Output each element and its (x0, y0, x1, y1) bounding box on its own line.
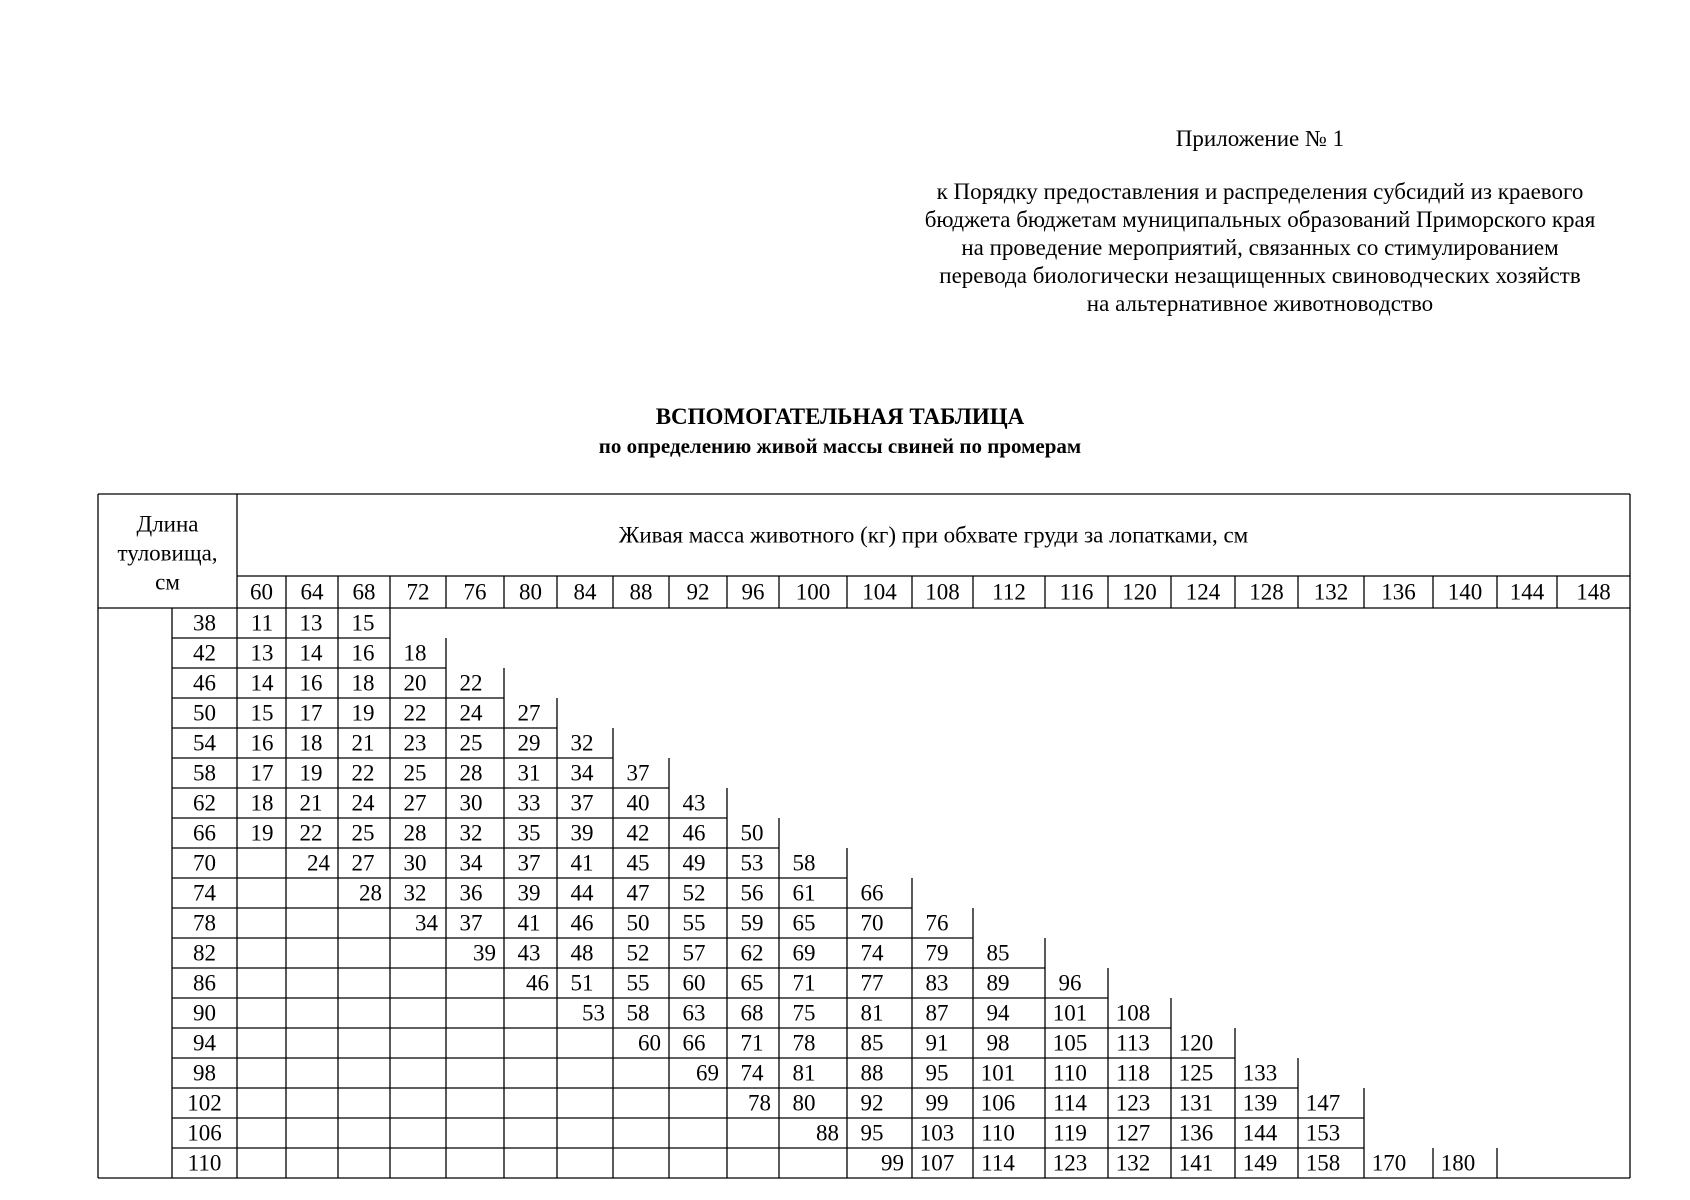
row-header-label: см (155, 569, 180, 595)
appendix-subtitle-line: бюджета бюджетам муниципальных образований Приморского края (924, 207, 1596, 232)
weight-value: 37 (517, 850, 541, 876)
weight-value: 32 (570, 730, 594, 756)
weight-value: 96 (1058, 970, 1082, 996)
weight-value: 19 (299, 760, 323, 786)
weight-value: 28 (459, 760, 483, 786)
weight-value: 37 (626, 760, 650, 786)
weight-value: 32 (403, 880, 427, 906)
weight-value: 105 (1052, 1030, 1088, 1056)
weight-value: 101 (980, 1060, 1016, 1086)
weight-value: 125 (1178, 1060, 1214, 1086)
column-header-girth: 64 (300, 579, 324, 605)
weight-value: 62 (740, 940, 764, 966)
weight-value: 17 (250, 760, 274, 786)
weight-value: 52 (626, 940, 650, 966)
weight-value: 99 (925, 1090, 949, 1116)
row-header-label: Длина (136, 511, 199, 537)
column-header-girth: 136 (1381, 579, 1416, 605)
weight-value: 108 (1115, 1000, 1151, 1026)
weight-value: 58 (626, 1000, 650, 1026)
weight-value: 46 (526, 970, 549, 996)
weight-value: 53 (740, 850, 764, 876)
weight-value: 41 (570, 850, 594, 876)
weight-value: 48 (570, 940, 594, 966)
weight-value: 47 (626, 880, 650, 906)
weight-value: 123 (1052, 1150, 1088, 1176)
body-length-value: 98 (193, 1060, 216, 1086)
weight-value: 78 (792, 1030, 816, 1056)
weight-value: 24 (307, 850, 330, 876)
column-header-girth: 112 (992, 579, 1026, 605)
weight-value: 131 (1178, 1090, 1214, 1116)
weight-value: 114 (981, 1150, 1015, 1176)
weight-value: 16 (299, 670, 323, 696)
weight-value: 45 (626, 850, 650, 876)
weight-value: 71 (740, 1030, 764, 1056)
column-header-girth: 116 (1059, 579, 1094, 605)
weight-value: 34 (459, 850, 483, 876)
weight-value: 50 (626, 910, 650, 936)
weight-value: 66 (860, 880, 884, 906)
body-length-value: 82 (193, 940, 216, 966)
weight-value: 87 (925, 1000, 949, 1026)
weight-value: 63 (682, 1000, 706, 1026)
weight-value: 21 (351, 730, 375, 756)
weight-value: 60 (682, 970, 706, 996)
column-header-girth: 140 (1447, 579, 1483, 605)
weight-value: 65 (740, 970, 764, 996)
weight-value: 123 (1115, 1090, 1151, 1116)
weight-value: 31 (517, 760, 541, 786)
weight-value: 114 (1053, 1090, 1087, 1116)
weight-value: 56 (740, 880, 764, 906)
weight-value: 74 (740, 1060, 764, 1086)
weight-value: 32 (459, 820, 483, 846)
weight-value: 24 (351, 790, 375, 816)
weight-value: 92 (860, 1090, 884, 1116)
body-length-value: 106 (187, 1120, 222, 1146)
weight-value: 36 (459, 880, 483, 906)
weight-value: 81 (860, 1000, 884, 1026)
body-length-value: 50 (193, 700, 216, 726)
weight-value: 94 (986, 1000, 1010, 1026)
column-header-girth: 60 (250, 579, 273, 605)
column-header-girth: 88 (629, 579, 653, 605)
weight-value: 34 (415, 910, 438, 936)
appendix-subtitle-line: на альтернативное животноводство (1086, 291, 1434, 316)
weight-value: 80 (792, 1090, 816, 1116)
column-header-girth: 120 (1122, 579, 1157, 605)
weight-value: 149 (1242, 1150, 1278, 1176)
weight-value: 103 (919, 1120, 955, 1146)
weight-value: 16 (250, 730, 274, 756)
weight-value: 89 (986, 970, 1010, 996)
appendix-title: Приложение № 1 (1175, 126, 1345, 151)
weight-value: 133 (1242, 1060, 1278, 1086)
weight-value: 99 (881, 1150, 904, 1176)
body-length-value: 54 (193, 730, 216, 756)
weight-value: 107 (919, 1150, 955, 1176)
column-header-girth: 68 (352, 579, 376, 605)
weight-value: 81 (792, 1060, 816, 1086)
weight-value: 59 (740, 910, 764, 936)
weight-value: 95 (925, 1060, 949, 1086)
weight-value: 78 (748, 1090, 771, 1116)
weight-value: 132 (1115, 1150, 1151, 1176)
body-length-value: 90 (193, 1000, 216, 1026)
weight-value: 25 (459, 730, 483, 756)
weight-value: 27 (403, 790, 427, 816)
weight-value: 61 (792, 880, 816, 906)
weight-value: 46 (682, 820, 706, 846)
weight-value: 58 (792, 850, 816, 876)
weight-value: 68 (740, 1000, 764, 1026)
body-length-value: 42 (193, 640, 216, 666)
weight-value: 60 (638, 1030, 661, 1056)
weight-value: 71 (792, 970, 816, 996)
weight-value: 53 (582, 1000, 605, 1026)
weight-value: 119 (1053, 1120, 1087, 1146)
weight-value: 15 (351, 610, 375, 636)
weight-value: 17 (299, 700, 323, 726)
weight-value: 14 (299, 640, 323, 666)
weight-value: 42 (626, 820, 650, 846)
weight-value: 13 (250, 640, 274, 666)
weight-value: 77 (860, 970, 884, 996)
weight-value: 39 (517, 880, 541, 906)
body-length-value: 46 (193, 670, 216, 696)
body-length-value: 58 (193, 760, 216, 786)
appendix-subtitle-line: к Порядку предоставления и распределения субсидий из краевого (936, 179, 1584, 204)
weight-value: 70 (860, 910, 884, 936)
weight-value: 22 (403, 700, 427, 726)
weight-value: 18 (351, 670, 375, 696)
weight-value: 18 (299, 730, 323, 756)
weight-value: 44 (570, 880, 594, 906)
body-length-value: 66 (193, 820, 216, 846)
weight-value: 91 (925, 1030, 949, 1056)
weight-value: 34 (570, 760, 594, 786)
weight-value: 50 (740, 820, 764, 846)
weight-value: 57 (682, 940, 706, 966)
weight-value: 65 (792, 910, 816, 936)
column-header-girth: 84 (573, 579, 597, 605)
body-length-value: 62 (193, 790, 216, 816)
weight-value: 69 (696, 1060, 719, 1086)
body-length-value: 70 (193, 850, 216, 876)
weight-value: 76 (925, 910, 949, 936)
column-header-girth: 104 (862, 579, 897, 605)
table-title: ВСПОМОГАТЕЛЬНАЯ ТАБЛИЦА (655, 404, 1025, 429)
weight-value: 35 (517, 820, 541, 846)
weight-value: 11 (250, 610, 274, 636)
weight-value: 14 (250, 670, 274, 696)
weight-value: 33 (517, 790, 541, 816)
column-header-girth: 100 (795, 579, 831, 605)
weight-value: 18 (250, 790, 274, 816)
weight-value: 13 (299, 610, 323, 636)
column-header-girth: 72 (406, 579, 430, 605)
weight-value: 15 (250, 700, 274, 726)
column-header-girth: 92 (686, 579, 710, 605)
row-header-label: туловища, (117, 540, 218, 566)
weight-value: 30 (459, 790, 483, 816)
weight-value: 49 (682, 850, 706, 876)
body-length-value: 94 (193, 1030, 216, 1056)
weight-value: 27 (351, 850, 375, 876)
body-length-value: 86 (193, 970, 216, 996)
weight-value: 43 (682, 790, 706, 816)
weight-value: 16 (351, 640, 375, 666)
weight-value: 28 (359, 880, 382, 906)
appendix-subtitle-line: перевода биологически незащищенных свиноводческих хозяйств (939, 263, 1581, 288)
weight-value: 22 (299, 820, 323, 846)
weight-value: 29 (517, 730, 541, 756)
weight-value: 85 (986, 940, 1010, 966)
weight-value: 118 (1116, 1060, 1150, 1086)
column-header-girth: 148 (1576, 579, 1611, 605)
weight-value: 30 (403, 850, 427, 876)
weight-value: 37 (570, 790, 594, 816)
weight-value: 74 (860, 940, 884, 966)
weight-value: 110 (1053, 1060, 1087, 1086)
weight-value: 52 (682, 880, 706, 906)
body-length-value: 38 (193, 610, 216, 636)
weight-value: 19 (351, 700, 375, 726)
weight-value: 75 (792, 1000, 816, 1026)
weight-value: 144 (1242, 1120, 1278, 1146)
weight-value: 23 (403, 730, 427, 756)
weight-value: 22 (351, 760, 375, 786)
weight-value: 98 (986, 1030, 1010, 1056)
table-subtitle: по определению живой массы свиней по промерам (598, 434, 1082, 458)
weight-value: 51 (570, 970, 594, 996)
weight-value: 25 (351, 820, 375, 846)
weight-value: 39 (570, 820, 594, 846)
weight-value: 41 (517, 910, 541, 936)
weight-value: 22 (459, 670, 483, 696)
weight-value: 83 (925, 970, 949, 996)
weight-value: 24 (459, 700, 483, 726)
column-group-header: Живая масса животного (кг) при обхвате груди за лопатками, см (618, 522, 1249, 548)
weight-value: 147 (1305, 1090, 1341, 1116)
column-header-girth: 132 (1313, 579, 1349, 605)
column-header-girth: 96 (741, 579, 765, 605)
column-header-girth: 124 (1185, 579, 1221, 605)
weight-value: 27 (517, 700, 541, 726)
weight-value: 40 (626, 790, 650, 816)
weight-value: 79 (925, 940, 949, 966)
body-length-value: 102 (187, 1090, 222, 1116)
weight-value: 55 (626, 970, 650, 996)
column-header-girth: 108 (925, 579, 960, 605)
weight-value: 18 (403, 640, 427, 666)
weight-value: 139 (1242, 1090, 1278, 1116)
appendix-subtitle-line: на проведение мероприятий, связанных со стимулированием (961, 235, 1559, 260)
weight-value: 88 (816, 1120, 839, 1146)
column-header-girth: 80 (519, 579, 542, 605)
weight-value: 43 (517, 940, 541, 966)
weight-value: 28 (403, 820, 427, 846)
weight-value: 127 (1115, 1120, 1151, 1146)
weight-value: 39 (473, 940, 496, 966)
weight-value: 141 (1178, 1150, 1214, 1176)
column-header-girth: 144 (1509, 579, 1545, 605)
weight-value: 85 (860, 1030, 884, 1056)
weight-value: 55 (682, 910, 706, 936)
body-length-value: 110 (187, 1150, 222, 1176)
column-header-girth: 76 (463, 579, 487, 605)
weight-value: 180 (1440, 1150, 1476, 1176)
weight-value: 113 (1116, 1030, 1150, 1056)
weight-value: 19 (250, 820, 274, 846)
weight-value: 20 (403, 670, 427, 696)
weight-value: 46 (570, 910, 594, 936)
weight-value: 110 (981, 1120, 1015, 1146)
weight-value: 66 (682, 1030, 706, 1056)
weight-value: 120 (1178, 1030, 1214, 1056)
weight-value: 158 (1305, 1150, 1341, 1176)
weight-value: 136 (1178, 1120, 1214, 1146)
column-header-girth: 128 (1249, 579, 1284, 605)
body-length-value: 78 (193, 910, 216, 936)
weight-value: 153 (1305, 1120, 1341, 1146)
weight-value: 21 (299, 790, 323, 816)
weight-value: 69 (792, 940, 816, 966)
weight-value: 106 (980, 1090, 1016, 1116)
weight-value: 170 (1371, 1150, 1407, 1176)
weight-value: 95 (860, 1120, 884, 1146)
weight-value: 88 (860, 1060, 884, 1086)
weight-value: 25 (403, 760, 427, 786)
weight-value: 37 (459, 910, 483, 936)
body-length-value: 74 (193, 880, 216, 906)
weight-value: 101 (1052, 1000, 1088, 1026)
